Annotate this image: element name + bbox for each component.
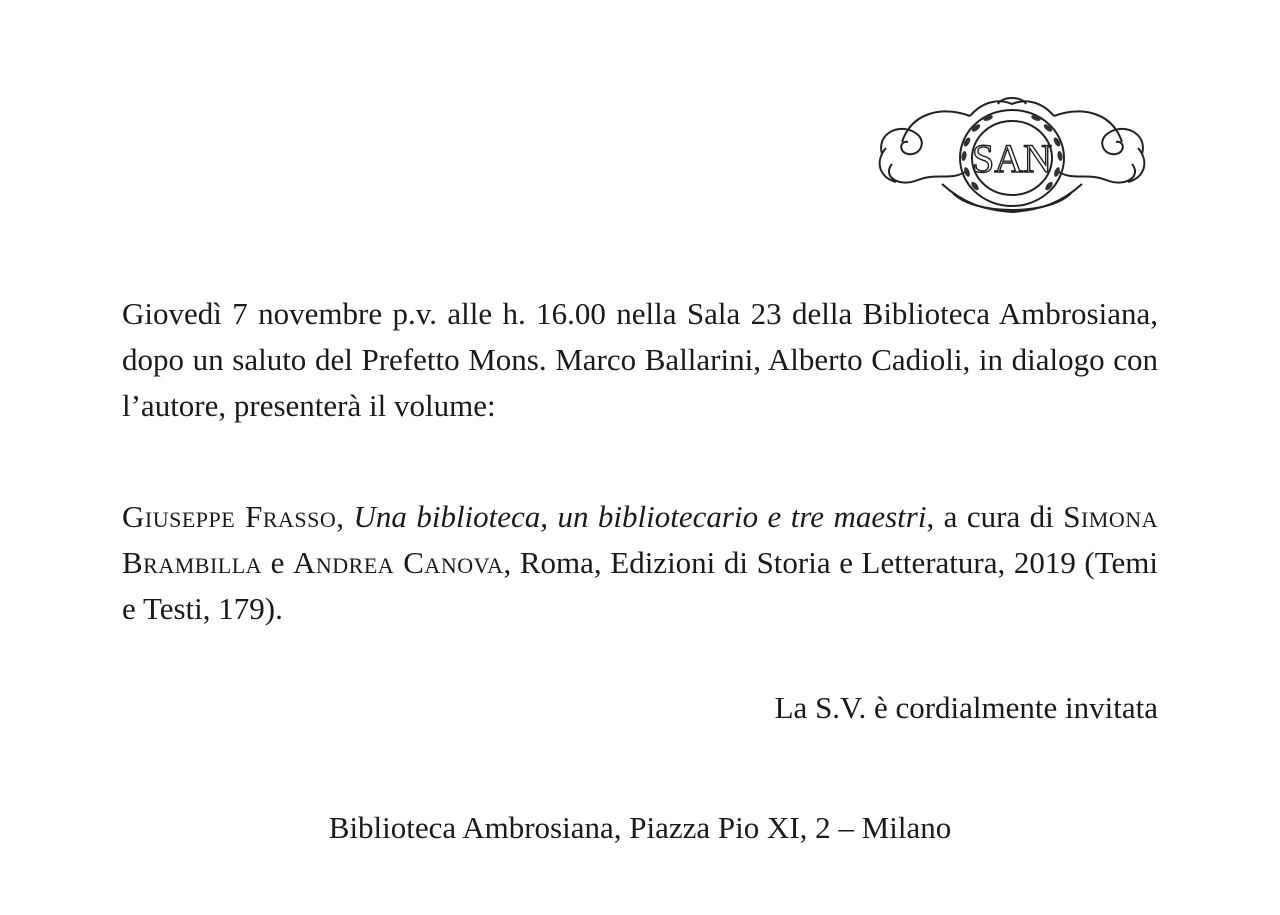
book-author: Giuseppe Frasso [122, 499, 337, 534]
curator-prefix: , a cura di [926, 499, 1064, 534]
citation-separator: , [336, 499, 354, 534]
invitation-line: La S.V. è cordialmente invitata [774, 690, 1158, 725]
book-title: Una biblioteca, un bibliotecario e tre maestri [353, 499, 927, 534]
editor-conjunction: e [262, 545, 294, 580]
ambrosiana-emblem [872, 92, 1152, 222]
ambrosiana-monogram-icon [872, 92, 1152, 222]
footer-address: Biblioteca Ambrosiana, Piazza Pio XI, 2 – Milano [328, 810, 952, 845]
announcement-paragraph: Giovedì 7 novembre p.v. alle h. 16.00 nella Sala 23 della Biblioteca Ambrosiana, dopo un saluto del Prefetto Mons. Marco Ballarini, Alberto Cadioli, in dialogo con l’autore, presenterà il volume: [122, 296, 1158, 423]
book-editor-1: Simona Brambilla [122, 499, 1159, 580]
book-publication-details: , Roma, Edizioni di Storia e Letteratura, 2019 (Temi e Testi, 179). [122, 545, 1158, 626]
book-editor-2: Andrea Canova [293, 545, 504, 580]
monogram-text: SAN [971, 136, 1053, 181]
book-citation [122, 494, 1158, 632]
